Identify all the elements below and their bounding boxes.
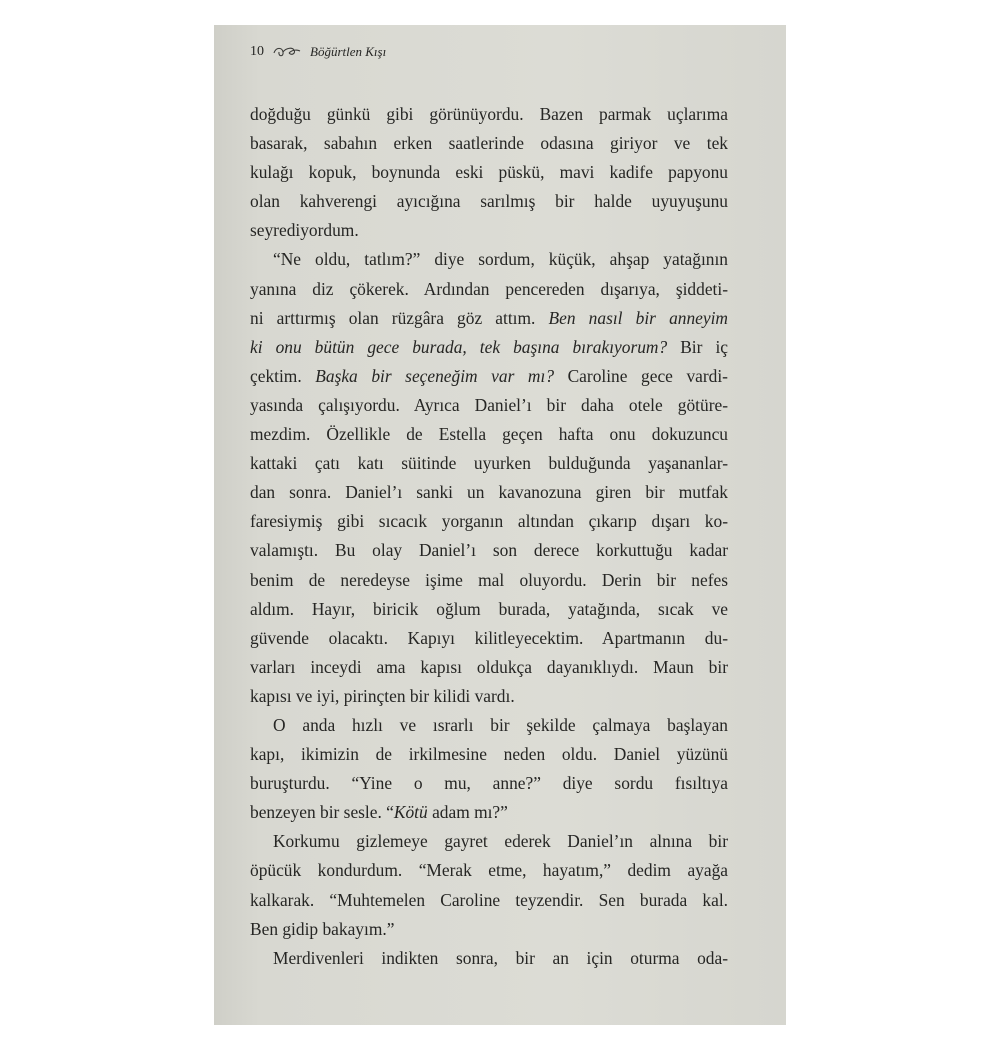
italic-text-segment: Başka bir seçeneğim var mı? <box>315 365 555 386</box>
text-line <box>250 740 728 769</box>
text-segment: O anda hızlı ve ısrarlı bir şekilde çalmaya başlayan <box>273 714 728 735</box>
text-line <box>250 769 728 798</box>
text-line <box>250 478 728 507</box>
text-segment: kulağı kopuk, boynunda eski püskü, mavi kadife papyonu <box>250 162 728 183</box>
text-segment: öpücük kondurdum. “Merak etme, hayatım,” dedim ayağa <box>250 860 728 881</box>
text-segment: kattaki çatı katı süitinde uyurken bulduğunda yaşananlar- <box>250 453 728 474</box>
text-segment: yasında çalışıyordu. Ayrıca Daniel’ı bir daha otele götüre- <box>250 394 728 415</box>
text-segment: Caroline gece vardi- <box>554 365 728 386</box>
text-line <box>250 507 728 536</box>
text-line <box>250 595 728 624</box>
text-line <box>250 827 728 856</box>
text-segment: güvende olacaktı. Kapıyı kilitleyecektim. Apartmanın du- <box>250 627 728 648</box>
text-segment: çektim. <box>250 365 316 386</box>
text-segment: Ben gidip bakayım.” <box>250 918 395 939</box>
text-segment: basarak, sabahın erken saatlerinde odasına giriyor ve tek <box>250 133 728 154</box>
book-page <box>214 25 786 1025</box>
text-line <box>250 304 728 333</box>
italic-text-segment: Ben nasıl bir anneyim <box>548 307 728 328</box>
text-segment: dan sonra. Daniel’ı sanki un kavanozuna giren bir mutfak <box>250 482 728 503</box>
page-number: 10 <box>250 44 264 59</box>
text-segment: benim de neredeyse işime mal oluyordu. Derin bir nefes <box>250 569 728 590</box>
text-line <box>250 362 728 391</box>
text-line <box>250 915 728 944</box>
text-segment: seyrediyordum. <box>250 220 359 241</box>
text-line <box>250 682 728 711</box>
text-segment: aldım. Hayır, biricik oğlum burada, yatağında, sıcak ve <box>250 598 728 619</box>
text-line <box>250 129 728 158</box>
page-body-text <box>250 100 728 973</box>
text-segment: buruşturdu. “Yine o mu, anne?” diye sordu fısıltıya <box>250 773 728 794</box>
italic-text-segment: ki onu bütün gece burada, tek başına bırakıyorum? <box>250 336 668 357</box>
text-segment: ni arttırmış olan rüzgâra göz attım. <box>250 307 549 328</box>
text-segment: doğduğu günkü gibi görünüyordu. Bazen parmak uçlarıma <box>250 104 728 124</box>
text-line <box>250 653 728 682</box>
text-line <box>250 566 728 595</box>
text-segment: varları inceydi ama kapısı oldukça dayanıklıydı. Maun bir <box>250 656 728 677</box>
text-line <box>250 944 728 973</box>
italic-text-segment: Kötü <box>393 802 428 823</box>
text-line <box>250 216 728 245</box>
text-line <box>250 391 728 420</box>
text-segment: faresiymiş gibi sıcacık yorganın altından çıkarıp dışarı ko- <box>250 511 728 532</box>
running-title: Böğürtlen Kışı <box>310 44 387 59</box>
text-line <box>250 711 728 740</box>
text-line <box>250 100 728 129</box>
text-line <box>250 449 728 478</box>
text-line <box>250 624 728 653</box>
text-segment: adam mı?” <box>427 802 508 823</box>
text-segment: Merdivenleri indikten sonra, bir an için oturma oda- <box>273 947 728 968</box>
text-line <box>250 856 728 885</box>
text-line <box>250 187 728 216</box>
text-line <box>250 798 728 827</box>
text-line <box>250 245 728 274</box>
text-segment: Bir iç <box>667 336 729 357</box>
text-segment: Korkumu gizlemeye gayret ederek Daniel’ın alnına bir <box>273 831 728 852</box>
text-segment: kapı, ikimizin de irkilmesine neden oldu. Daniel yüzünü <box>250 744 728 765</box>
ornament-icon <box>272 45 302 59</box>
text-segment: valamıştı. Bu olay Daniel’ı son derece korkuttuğu kadar <box>250 540 728 561</box>
text-segment: kapısı ve iyi, pirinçten bir kilidi vardı. <box>250 685 515 706</box>
text-segment: kalkarak. “Muhtemelen Caroline teyzendir. Sen burada kal. <box>250 889 728 910</box>
text-line <box>250 886 728 915</box>
text-segment: “Ne oldu, tatlım?” diye sordum, küçük, ahşap yatağının <box>273 249 728 270</box>
text-segment: benzeyen bir sesle. “ <box>250 802 394 823</box>
text-line <box>250 158 728 187</box>
text-line <box>250 536 728 565</box>
text-segment: olan kahverengi ayıcığına sarılmış bir halde uyuyuşunu <box>250 191 728 212</box>
text-line <box>250 420 728 449</box>
text-segment: mezdim. Özellikle de Estella geçen hafta onu dokuzuncu <box>250 424 728 445</box>
text-line <box>250 275 728 304</box>
running-header <box>250 42 386 62</box>
text-line <box>250 333 728 362</box>
text-segment: yanına diz çökerek. Ardından pencereden dışarıya, şiddeti- <box>250 278 728 299</box>
